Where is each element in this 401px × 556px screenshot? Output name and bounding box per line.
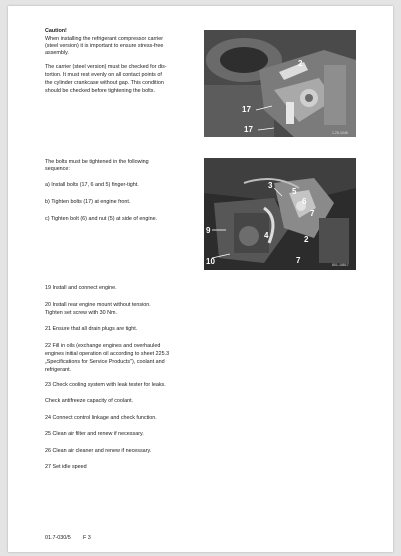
figure-2-label-10: 10	[206, 257, 215, 266]
sequence-step-c: c) Tighten bolt (6) and nut (5) at side of engine.	[45, 216, 158, 222]
step-22-line-1: 22 Fill in oils (exchange engines and overhauled	[45, 343, 161, 349]
carrier-line-1: The carrier (steel version) must be checked for dis-	[45, 64, 167, 70]
figure-2-caption: 801-18817	[332, 263, 349, 267]
figure-2-label-7-top: 7	[310, 209, 315, 218]
sequence-step-a: a) Install bolts (17, 6 and 5) finger-tight.	[45, 182, 139, 188]
figure-1-label-17-bottom: 17	[244, 125, 253, 134]
figure-1-caption: 1.25-1046	[332, 131, 348, 135]
step-22-line-3: „Specifications for Service Products"), coolant and	[45, 359, 165, 365]
manual-page	[8, 6, 393, 552]
figure-2-label-3: 3	[268, 181, 273, 190]
figure-1-label-2: 2	[298, 59, 303, 68]
carrier-line-2: tortion. It must rest evenly on all contact points of	[45, 72, 162, 78]
figure-2-illustration	[204, 158, 356, 270]
step-22-line-4: refrigerant.	[45, 367, 72, 373]
step-25: 25 Clean air filter and renew if necessary.	[45, 431, 144, 437]
sequence-intro-1: The bolts must be tightened in the following	[45, 159, 149, 165]
step-19: 19 Install and connect engine.	[45, 285, 117, 291]
footer-code: 01.7-030/5	[45, 535, 71, 541]
figure-2-label-4: 4	[264, 231, 269, 240]
step-22-line-2: engines initial operation oil according to sheet 225.3	[45, 351, 170, 357]
caution-line-3: assembly.	[45, 50, 69, 56]
figure-2-label-9: 9	[206, 226, 211, 235]
step-24: 24 Connect control linkage and check function.	[45, 415, 157, 421]
caution-line-2: (steel version) it is important to ensure stress-free	[45, 43, 164, 49]
step-27: 27 Set idle speed	[45, 464, 87, 470]
footer-page: F 3	[83, 535, 91, 541]
figure-1-photo	[204, 30, 356, 137]
step-23-antifreeze: Check antifreeze capacity of coolant.	[45, 398, 134, 404]
figure-2-photo	[204, 158, 356, 270]
step-20-line-1: 20 Install rear engine mount without tension.	[45, 302, 151, 308]
carrier-line-4: should be checked before tightening the bolts.	[45, 88, 155, 94]
step-26: 26 Clean air cleaner and renew if necessary.	[45, 448, 152, 454]
sequence-step-b: b) Tighten bolts (17) at engine front.	[45, 199, 131, 205]
figure-2-label-2: 2	[304, 235, 309, 244]
carrier-line-3: the cylinder crankcase without gap. This condition	[45, 80, 164, 86]
figure-2-label-7-bottom: 7	[296, 256, 301, 265]
caution-heading: Caution!	[45, 28, 67, 34]
figure-2-label-6: 6	[302, 197, 307, 206]
sequence-intro-2: sequence:	[45, 166, 70, 172]
step-23: 23 Check cooling system with leak tester for leaks.	[45, 382, 166, 388]
figure-1-label-17-top: 17	[242, 105, 251, 114]
step-20-line-2: Tighten set screw with 30 Nm.	[45, 310, 117, 316]
step-21: 21 Ensure that all drain plugs are tight.	[45, 326, 138, 332]
figure-1-illustration	[204, 30, 356, 137]
caution-line-1: When installing the refrigerant compressor carrier	[45, 36, 164, 42]
figure-2-label-5: 5	[292, 187, 297, 196]
